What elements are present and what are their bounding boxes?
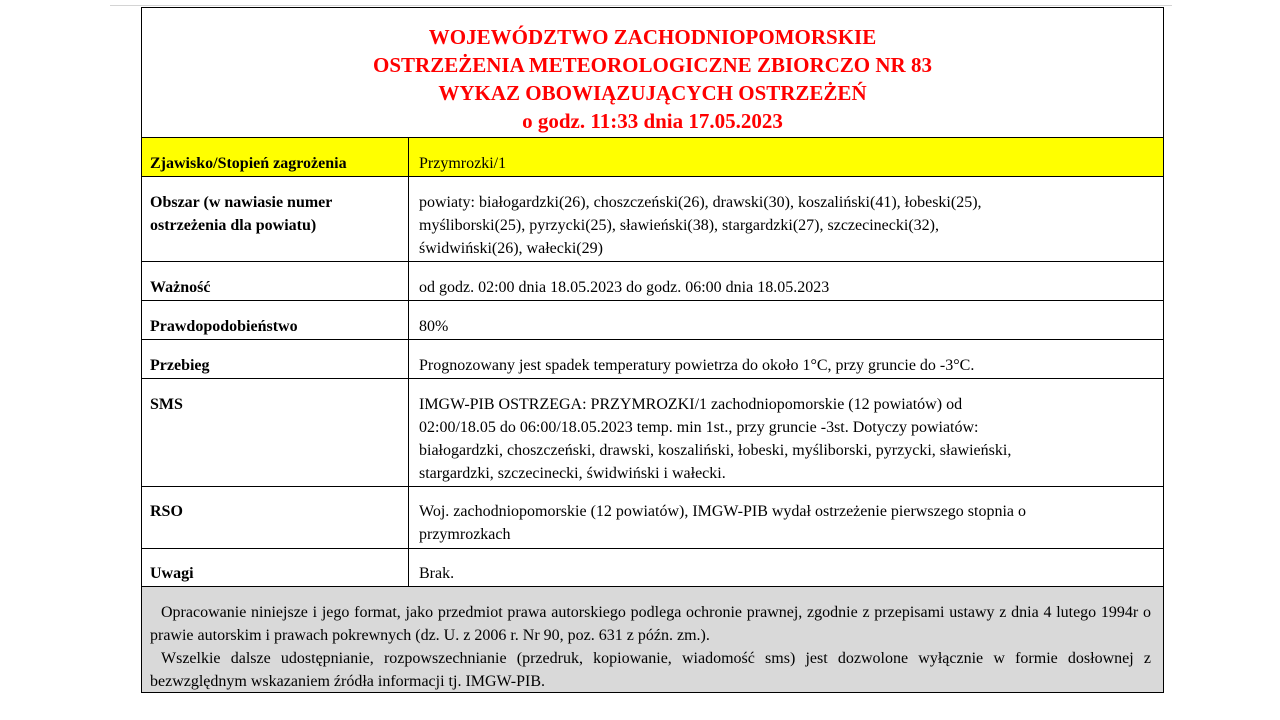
row-sms-value-line1: IMGW-PIB OSTRZEGA: PRZYMROZKI/1 zachodniopomorskie (12 powiatów) od (419, 396, 963, 413)
top-rule (110, 5, 1172, 6)
row-obszar-value-line3: świdwiński(26), wałecki(29) (419, 240, 603, 257)
header-timestamp: o godz. 11:33 dnia 17.05.2023 (522, 109, 783, 133)
row-sms-value-line4: stargardzki, szczecinecki, świdwiński i wałecki. (419, 465, 726, 482)
row-uwagi (142, 548, 1163, 586)
header-list-title: WYKAZ OBOWIĄZUJĄCYCH OSTRZEŻEŃ (438, 81, 867, 105)
row-sms-label: SMS (142, 379, 409, 486)
row-obszar (142, 176, 1163, 261)
row-obszar-value-line1: powiaty: białogardzki(26), choszczeński(26), drawski(30), koszaliński(41), łobeski(25), (419, 194, 982, 211)
document-header (142, 8, 1163, 137)
row-zjawisko-label: Zjawisko/Stopień zagrożenia (142, 138, 409, 176)
row-zjawisko-value: Przymrozki/1 (419, 155, 507, 172)
row-rso (142, 486, 1163, 548)
footer-copyright-text: Opracowanie niniejsze i jego format, jako przedmiot prawa autorskiego podlega ochronie prawnej, zgodnie z przepisami ustawy z dnia 4 lutego 1994r o prawie autorskim i prawach pokrewnych (dz. U. z 2006 r. Nr 90, poz. 631 z późn. zm.). (150, 604, 1151, 644)
row-obszar-value-line2: myśliborski(25), pyrzycki(25), sławieński(38), stargardzki(27), szczecinecki(32), (419, 217, 939, 234)
row-prawdopodobienstwo-value: 80% (419, 318, 449, 335)
row-uwagi-label: Uwagi (142, 549, 409, 586)
row-obszar-label-line1: Obszar (w nawiasie numer (150, 194, 333, 211)
row-waznosc-label: Ważność (142, 262, 409, 300)
row-obszar-value (409, 177, 1163, 261)
row-rso-value-line1: Woj. zachodniopomorskie (12 powiatów), IMGW-PIB wydał ostrzeżenie pierwszego stopnia o (419, 503, 1027, 520)
row-przebieg (142, 339, 1163, 378)
row-waznosc (142, 261, 1163, 300)
row-uwagi-value: Brak. (419, 565, 455, 582)
row-sms-value-line3: białogardzki, choszczeński, drawski, koszaliński, łobeski, myśliborski, pyrzycki, sławieński, (419, 442, 1012, 459)
row-obszar-label-line2: ostrzeżenia dla powiatu) (150, 217, 317, 234)
warning-document (141, 7, 1164, 693)
row-sms-value (409, 379, 1163, 486)
row-prawdopodobienstwo (142, 300, 1163, 339)
header-warning-title: OSTRZEŻENIA METEOROLOGICZNE ZBIORCZO NR 83 (373, 53, 932, 77)
row-rso-value (409, 487, 1163, 548)
row-rso-label: RSO (142, 487, 409, 548)
row-rso-value-line2: przymrozkach (419, 526, 511, 543)
row-waznosc-value: od godz. 02:00 dnia 18.05.2023 do godz. 06:00 dnia 18.05.2023 (419, 279, 830, 296)
row-sms (142, 378, 1163, 486)
copyright-footer (142, 586, 1163, 692)
row-sms-value-line2: 02:00/18.05 do 06:00/18.05.2023 temp. min 1st., przy gruncie -3st. Dotyczy powiatów: (419, 419, 979, 436)
row-zjawisko (142, 137, 1163, 176)
row-przebieg-value: Prognozowany jest spadek temperatury powietrza do około 1°C, przy gruncie do -3°C. (419, 357, 975, 374)
header-region-title: WOJEWÓDZTWO ZACHODNIOPOMORSKIE (428, 25, 877, 49)
row-przebieg-label: Przebieg (142, 340, 409, 378)
footer-distribution-text: Wszelkie dalsze udostępnianie, rozpowszechnianie (przedruk, kopiowanie, wiadomość sms) jest dozwolone wyłącznie w formie dosłownej z bezwzględnym wskazaniem źródła informacji tj. IMGW-PIB. (150, 650, 1151, 690)
row-prawdopodobienstwo-label: Prawdopodobieństwo (142, 301, 409, 339)
row-obszar-label (142, 177, 409, 261)
